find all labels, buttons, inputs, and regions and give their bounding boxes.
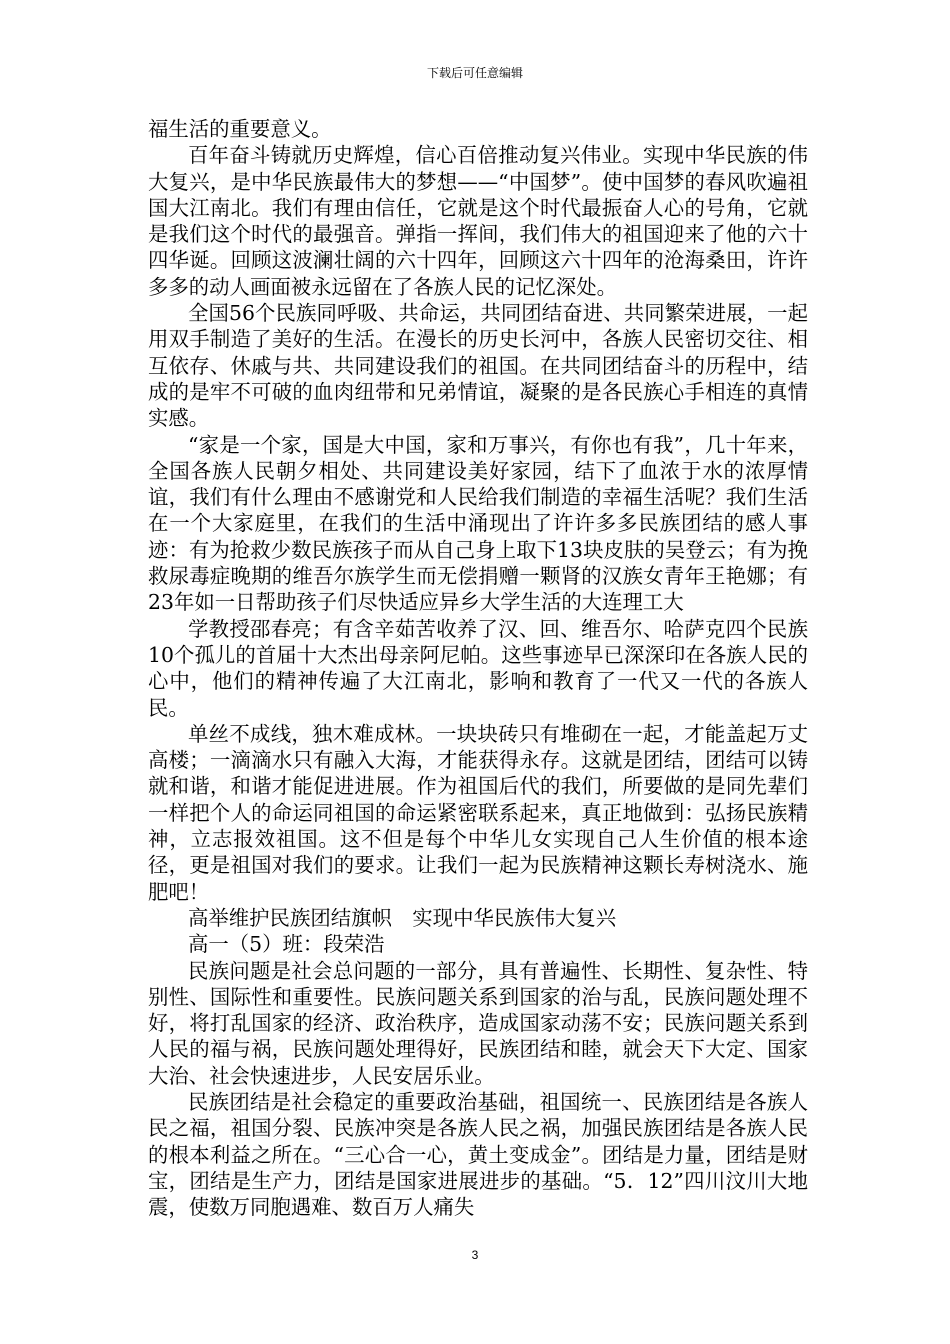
page-header-note: 下载后可任意编辑 — [426, 66, 523, 80]
essay-title: 高举维护民族团结旗帜 实现中华民族伟大复兴 — [188, 905, 617, 930]
document-body — [148, 116, 808, 1220]
paragraph-china-dream: 百年奋斗铸就历史辉煌，信心百倍推动复兴伟业。实现中华民族的伟大复兴，是中华民族最伟大的梦想——“中国梦”。使中国梦的春风吹遍祖国大江南北。我们有理由信任，它就是这个时代最振奋人心的号角，它就是我们这个时代的最强音。弹指一挥间，我们伟大的祖国迎来了他的六十四华诞。回顾这波澜壮阔的六十四年，回顾这六十四年的沧海桑田，许许多多的动人画面被永远留在了各族人民的记忆深处。 — [148, 143, 808, 299]
essay-author: 高一（5）班：段荣浩 — [188, 932, 385, 957]
paragraph-56-nations: 全国56个民族同呼吸、共命运，共同团结奋进、共同繁荣进展，一起用双手制造了美好的生活。在漫长的历史长河中，各族人民密切交往、相互依存、休戚与共、共同建设我们的祖国。在共同团结奋斗的历程中，结成的是牢不可破的血肉纽带和兄弟情谊，凝聚的是各民族心手相连的真情实感。 — [148, 301, 808, 431]
page-number: 3 — [471, 1248, 479, 1262]
paragraph-family-nation: “家是一个家，国是大中国，家和万事兴，有你也有我”，几十年来，全国各族人民朝夕相处、共同建设美好家园，结下了血浓于水的浓厚情谊，我们有什么理由不感谢党和人民给我们制造的幸福生活呢？我们生活在一个大家庭里，在我们的生活中涌现出了许许多多民族团结的感人事迹：有为抢救少数民族孩子而从自己身上取下13块皮肤的吴登云；有为挽救尿毒症晚期的维吾尔族学生而无偿捐赠一颗肾的汉族女青年王艳娜；有23年如一日帮助孩子们尽快适应异乡大学生活的大连理工大 — [148, 432, 808, 615]
paragraph-unity-strength: 单丝不成线，独木难成林。一块块砖只有堆砌在一起，才能盖起万丈高楼；一滴滴水只有融入大海，才能获得永存。这就是团结，团结可以铸就和谐，和谐才能促进进展。作为祖国后代的我们，所要做的是同先辈们一样把个人的命运同祖国的命运紧密联系起来，真正地做到：弘扬民族精神，立志报效祖国。这不但是每个中华儿女实现自己人生价值的根本途径，更是祖国对我们的要求。让我们一起为民族精神这颗长寿树浇水、施肥吧！ — [148, 721, 808, 904]
paragraph-professor-examples: 学教授邵春亮；有含辛茹苦收养了汉、回、维吾尔、哈萨克四个民族10个孤儿的首届十大杰出母亲阿尼帕。这些事迹早已深深印在各族人民的心中，他们的精神传遍了大江南北，影响和教育了一代又一代的各族人民。 — [148, 616, 808, 720]
paragraph-continuation: 福生活的重要意义。 — [148, 117, 332, 141]
paragraph-ethnic-issues: 民族问题是社会总问题的一部分，具有普遍性、长期性、复杂性、特别性、国际性和重要性。民族问题关系到国家的治与乱，民族问题处理不好，将打乱国家的经济、政治秩序，造成国家动荡不安；民族问题关系到人民的福与祸，民族问题处理得好，民族团结和睦，就会天下大定、国家大治、社会快速进步，人民安居乐业。 — [148, 958, 808, 1088]
paragraph-ethnic-unity: 民族团结是社会稳定的重要政治基础，祖国统一、民族团结是各族人民之福，祖国分裂、民族冲突是各族人民之祸，加强民族团结是各族人民的根本利益之所在。“三心合一心，黄土变成金”。团结是力量，团结是财宝，团结是生产力，团结是国家进展进步的基础。“5．12”四川汶川大地震，使数万同胞遇难、数百万人痛失 — [148, 1089, 808, 1220]
